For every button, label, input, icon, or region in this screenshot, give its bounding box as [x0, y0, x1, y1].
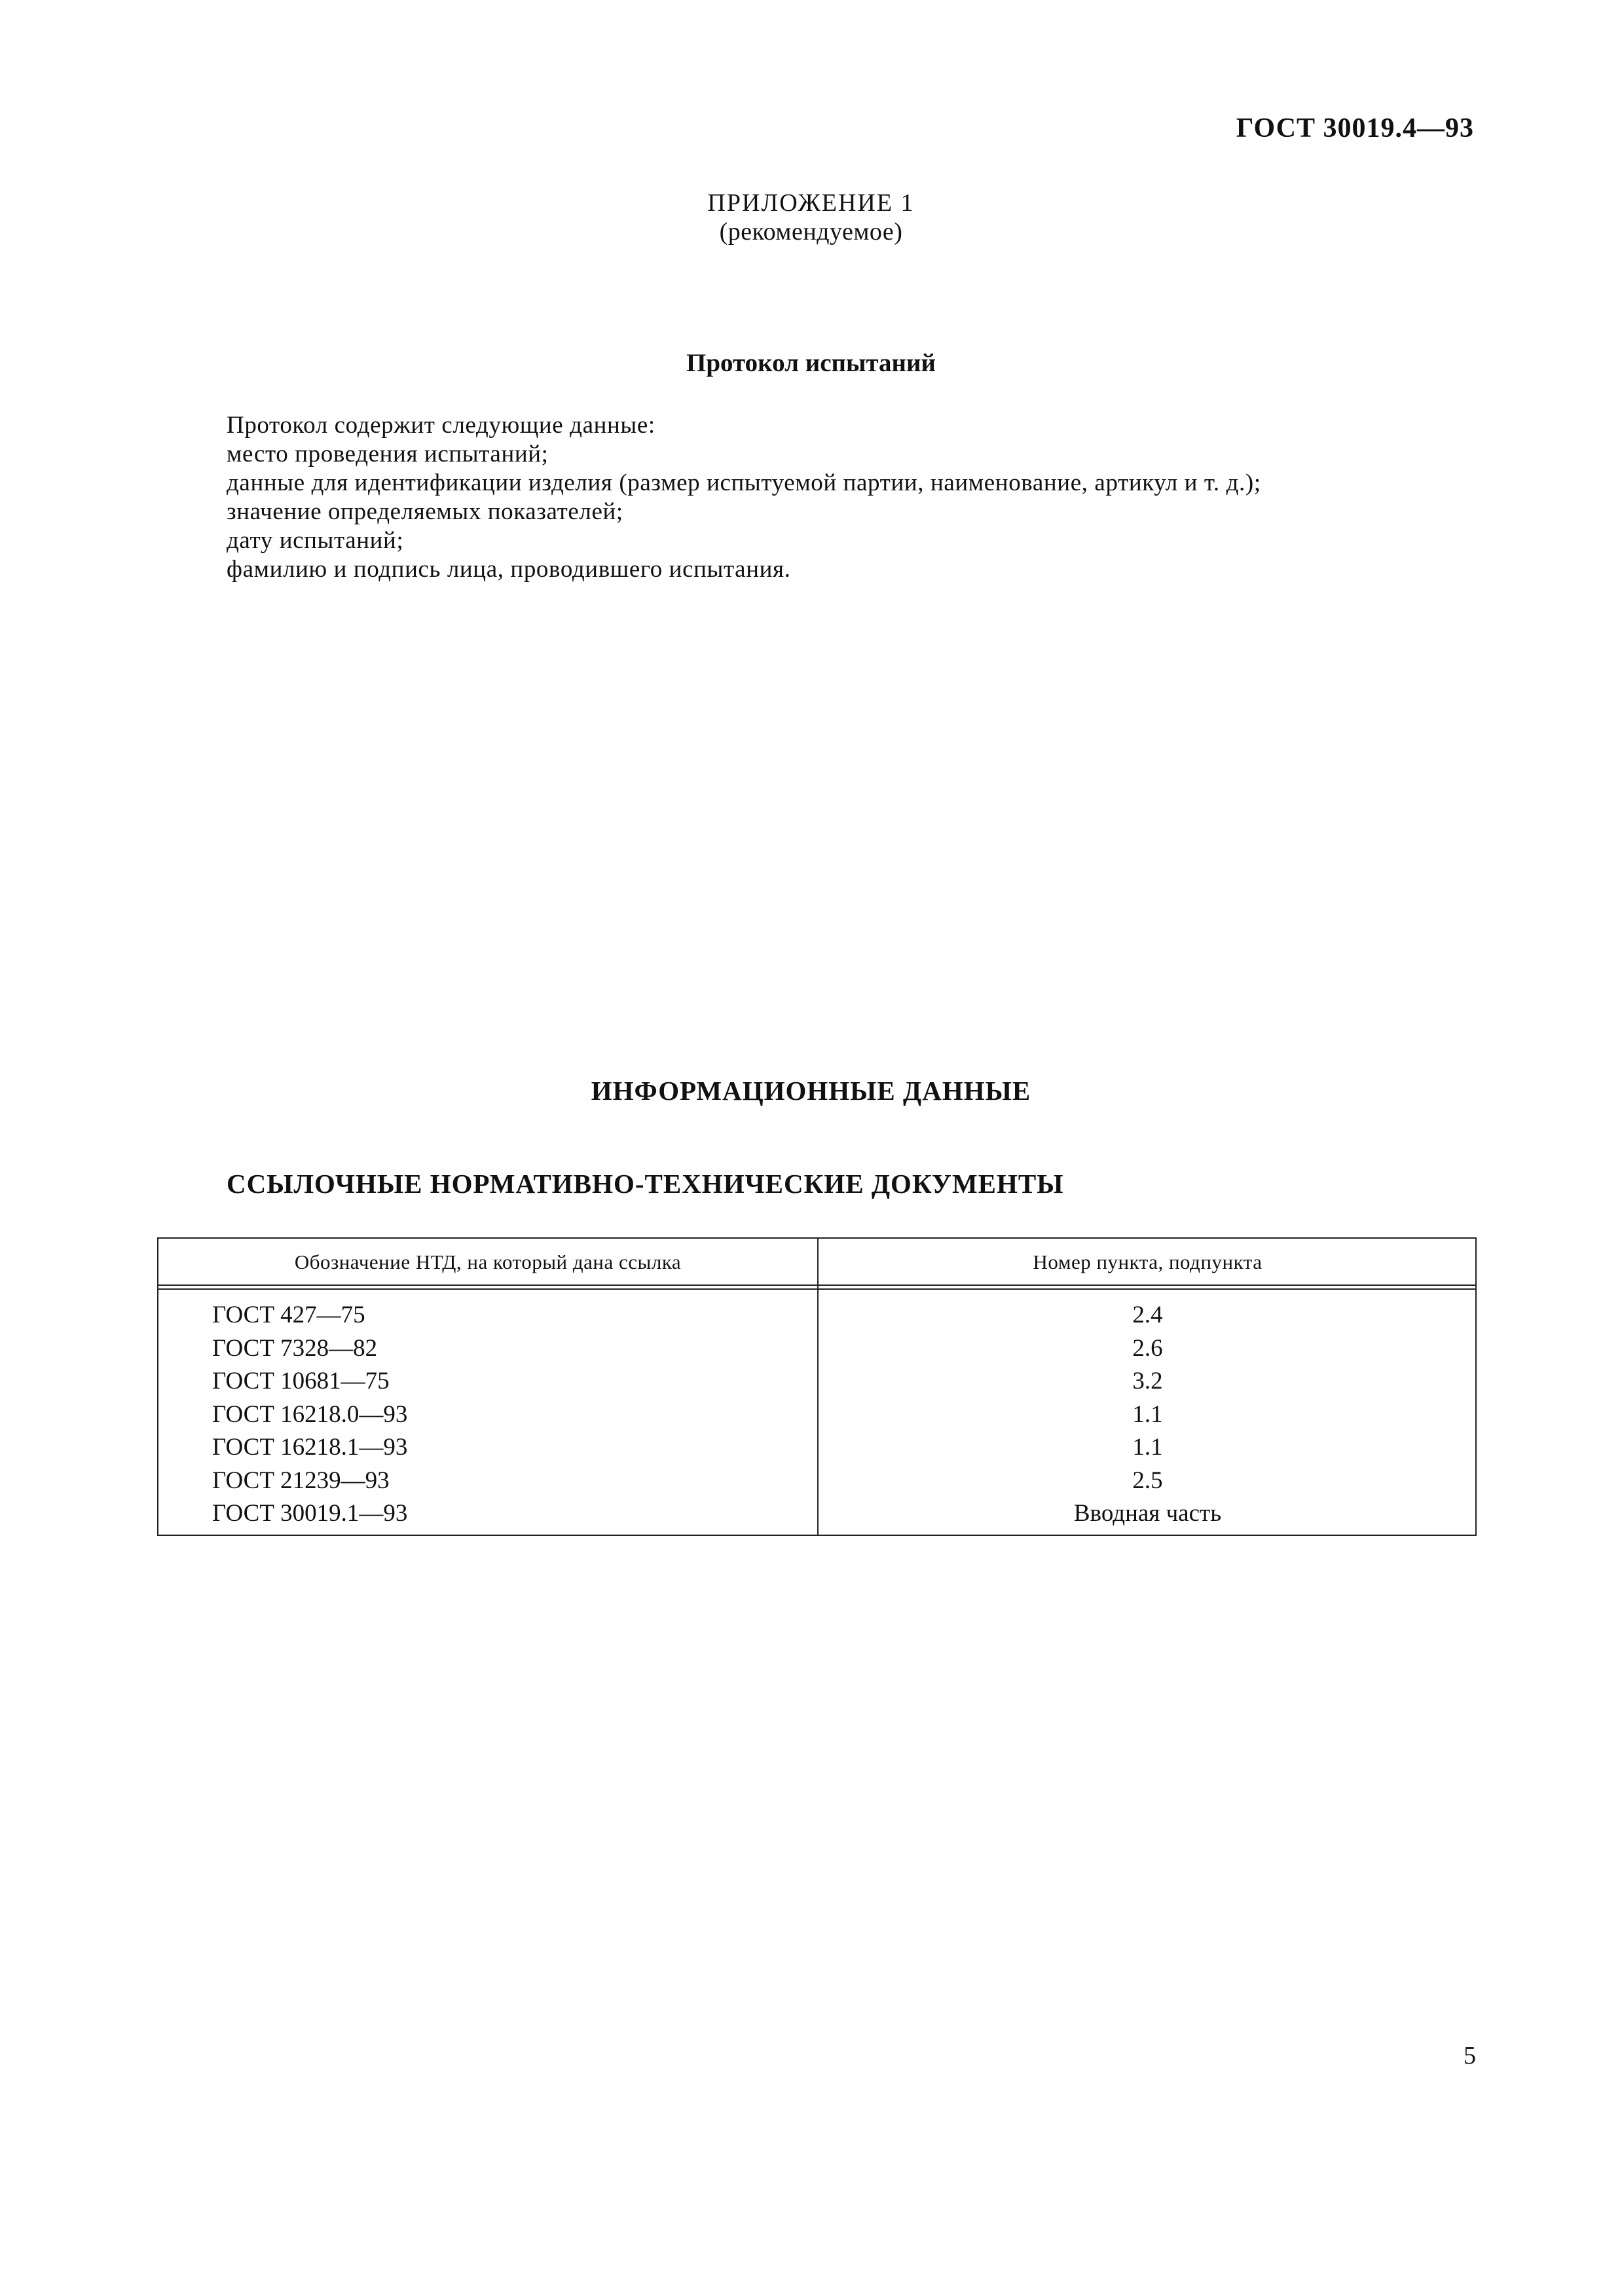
protocol-line: фамилию и подпись лица, проводившего испытания. — [227, 556, 791, 583]
designation-column — [212, 1299, 407, 1531]
table-cell-clause: 3.2 — [1132, 1368, 1163, 1394]
table-cell-designation: ГОСТ 10681—75 — [212, 1368, 390, 1394]
protocol-line: данные для идентификации изделия (размер испытуемой партии, наименование, артикул и т. д.); — [227, 469, 1261, 496]
refs-title: ССЫЛОЧНЫЕ НОРМАТИВНО-ТЕХНИЧЕСКИЕ ДОКУМЕНТЫ — [227, 1169, 1064, 1199]
table-cell-designation: ГОСТ 7328—82 — [212, 1334, 378, 1362]
table-header-rule — [158, 1285, 1475, 1286]
protocol-line: место проведения испытаний; — [227, 441, 549, 467]
protocol-line: дату испытаний; — [227, 527, 404, 554]
clause-column — [819, 1299, 1477, 1531]
table-cell-clause: 1.1 — [1132, 1434, 1163, 1461]
protocol-line: значение определяемых показателей; — [227, 498, 623, 525]
protocol-title: Протокол испытаний — [686, 349, 936, 377]
protocol-line: Протокол содержит следующие данные: — [227, 412, 655, 439]
appendix-title: ПРИЛОЖЕНИЕ 1 — [707, 189, 915, 217]
table-cell-clause: 2.5 — [1132, 1467, 1163, 1494]
table-header-designation: Обозначение НТД, на который дана ссылка — [294, 1250, 682, 1273]
appendix-heading — [0, 189, 1622, 246]
table-cell-clause: 2.4 — [1132, 1302, 1163, 1328]
table-cell-clause: Вводная часть — [1073, 1500, 1222, 1527]
table-header-clause: Номер пункта, подпункта — [1033, 1250, 1263, 1273]
reference-table — [157, 1237, 1477, 1536]
table-cell-designation: ГОСТ 16218.0—93 — [212, 1400, 408, 1428]
protocol-body — [227, 411, 1261, 584]
table-cell-clause: 2.6 — [1132, 1334, 1163, 1362]
table-cell-clause: 1.1 — [1132, 1400, 1163, 1428]
table-cell-designation: ГОСТ 30019.1—93 — [212, 1500, 408, 1527]
table-header-rule — [158, 1288, 1475, 1290]
table-cell-designation: ГОСТ 427—75 — [212, 1302, 365, 1328]
info-title: ИНФОРМАЦИОННЫЕ ДАННЫЕ — [591, 1076, 1031, 1106]
table-cell-designation: ГОСТ 21239—93 — [212, 1467, 390, 1494]
page-number: 5 — [1464, 2042, 1476, 2069]
document-code: ГОСТ 30019.4—93 — [1236, 113, 1474, 143]
table-cell-designation: ГОСТ 16218.1—93 — [212, 1434, 408, 1461]
appendix-subtitle: (рекомендуемое) — [719, 218, 903, 246]
